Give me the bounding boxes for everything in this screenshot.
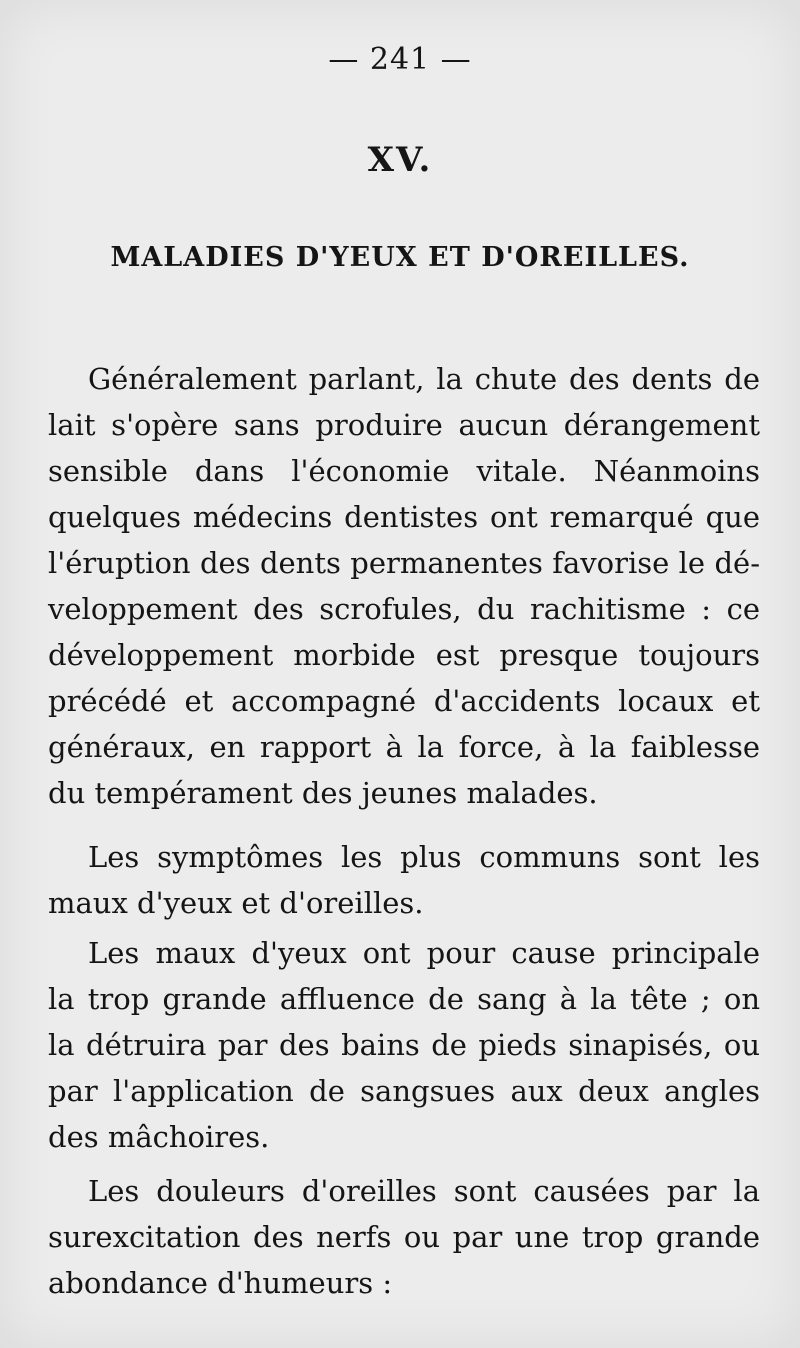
text-line: du tempérament des jeunes malades. [48,776,598,810]
text-line: par l'application de sangsues aux deux angles [48,1074,760,1108]
page-number: — 241 — [328,42,472,77]
text-line: abondance d'humeurs : [48,1266,393,1300]
text-line: des mâchoires. [48,1120,270,1154]
text-line: la trop grande affluence de sang à la tête ; on [48,982,760,1016]
text-line: Les symptômes les plus communs sont les [88,840,760,874]
text-line: Généralement parlant, la chute des dents de [88,362,760,396]
text-line: précédé et accompagné d'accidents locaux et [48,684,760,718]
text-line: la détruira par des bains de pieds sinapisés, ou [48,1028,760,1062]
text-line: l'éruption des dents permanentes favorise le dé- [48,546,760,580]
text-line: lait s'opère sans produire aucun dérangement [48,408,760,442]
text-line: veloppement des scrofules, du rachitisme : ce [48,592,760,626]
text-line: développement morbide est presque toujours [48,638,760,672]
section-title: MALADIES D'YEUX ET D'OREILLES. [110,242,690,273]
text-line: maux d'yeux et d'oreilles. [48,886,424,920]
text-line: quelques médecins dentistes ont remarqué que [48,500,760,534]
text-line: généraux, en rapport à la force, à la faiblesse [48,730,760,764]
text-line: surexcitation des nerfs ou par une trop grande [48,1220,760,1254]
text-line: Les douleurs d'oreilles sont causées par la [88,1174,760,1208]
paragraph-4 [48,1168,760,1306]
section-number: XV. [367,140,433,180]
text-line: Les maux d'yeux ont pour cause principale [88,936,760,970]
paragraph-1 [48,356,760,816]
paragraph-3 [48,930,760,1160]
text-line: sensible dans l'économie vitale. Néanmoins [48,454,760,488]
paragraph-2 [48,834,760,926]
